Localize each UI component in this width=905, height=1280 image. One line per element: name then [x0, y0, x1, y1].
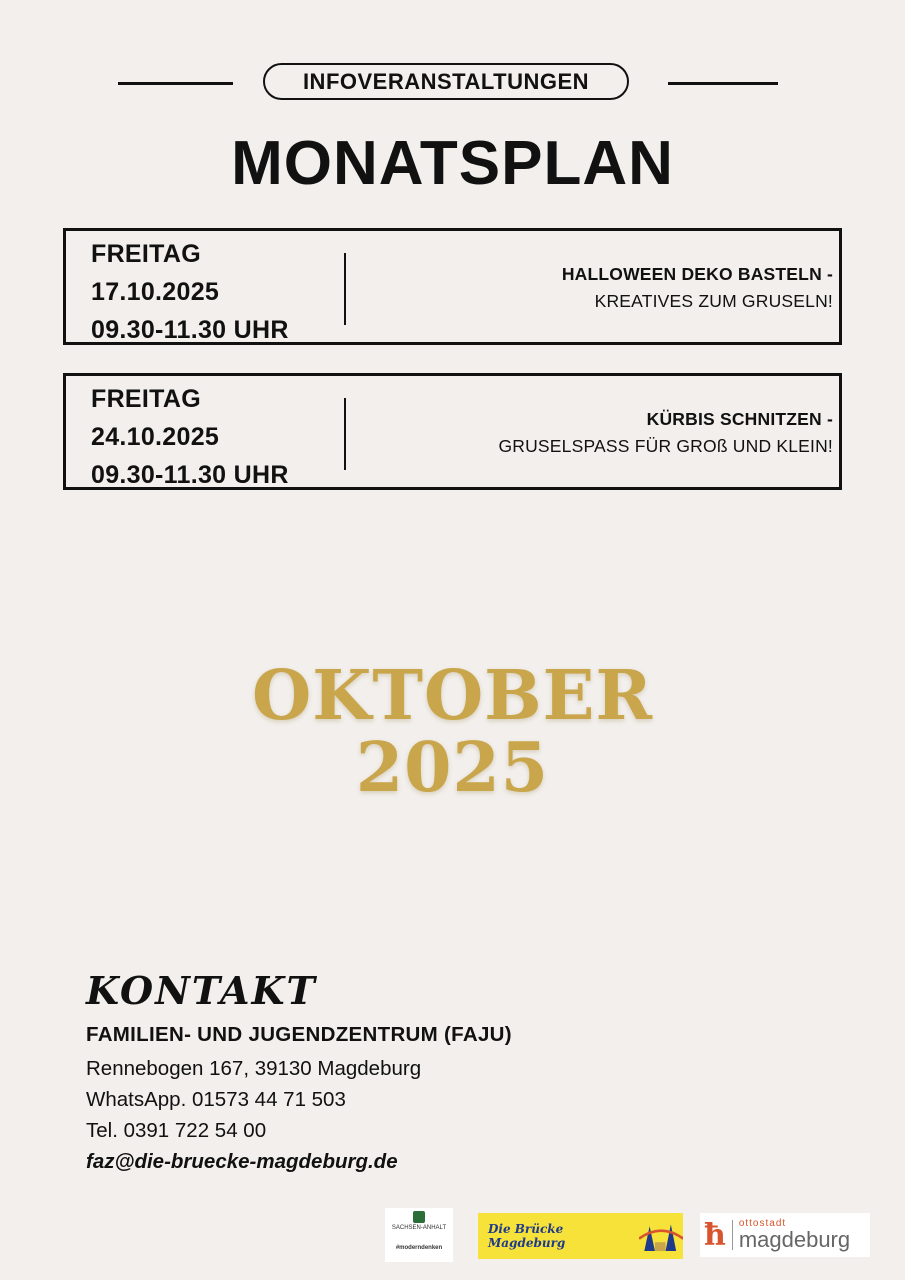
contact-email[interactable]: faz@die-bruecke-magdeburg.de — [86, 1150, 398, 1173]
contact-whatsapp: WhatsApp. 01573 44 71 503 — [86, 1088, 346, 1111]
magdeburg-logo — [700, 1213, 870, 1257]
event-title: HALLOWEEN DEKO BASTELN - — [561, 264, 833, 284]
contact-address: Rennebogen 167, 39130 Magdeburg — [86, 1057, 422, 1080]
event-title: KÜRBIS SCHNITZEN - — [646, 409, 833, 429]
event-datetime — [91, 235, 289, 349]
sachsen-anhalt-logo — [385, 1208, 453, 1262]
bridge-icon — [639, 1219, 683, 1253]
event-subtitle: KREATIVES ZUM GRUSELN! — [594, 291, 833, 311]
event-card — [63, 373, 842, 490]
event-day: FREITAG — [91, 385, 201, 413]
event-divider — [344, 253, 346, 325]
category-badge: INFOVERANSTALTUNGEN — [263, 63, 629, 100]
event-time: 09.30-11.30 UHR — [91, 461, 289, 489]
magdeburg-mark-icon: ħ — [704, 1217, 726, 1253]
magdeburg-small: ottostadt — [738, 1218, 787, 1229]
month-heading — [0, 656, 905, 808]
crest-icon — [413, 1211, 425, 1223]
contact-heading: KONTAKT — [86, 968, 317, 1013]
event-card — [63, 228, 842, 345]
contact-phone: Tel. 0391 722 54 00 — [86, 1119, 267, 1142]
event-description — [562, 261, 833, 315]
magdeburg-big: magdeburg — [738, 1227, 851, 1252]
logo-divider — [732, 1220, 733, 1250]
event-time: 09.30-11.30 UHR — [91, 316, 289, 344]
month-name: OKTOBER — [252, 656, 653, 736]
sachsen-anhalt-tag: #moderndenken — [395, 1245, 443, 1251]
bruecke-logo-text: Die Brücke Magdeburg — [488, 1222, 566, 1250]
event-day: FREITAG — [91, 240, 201, 268]
header-rule-right — [668, 82, 778, 85]
event-date: 17.10.2025 — [91, 278, 220, 306]
event-divider — [344, 398, 346, 470]
sachsen-anhalt-name: SACHSEN-ANHALT — [391, 1225, 447, 1231]
month-year: 2025 — [355, 728, 550, 808]
event-description — [498, 406, 833, 460]
event-datetime — [91, 380, 289, 494]
bruecke-logo — [478, 1213, 683, 1259]
magdeburg-wordmark — [739, 1219, 850, 1251]
contact-organization: FAMILIEN- UND JUGENDZENTRUM (FAJU) — [86, 1023, 512, 1046]
event-subtitle: GRUSELSPASS FÜR GROß UND KLEIN! — [498, 436, 833, 456]
contact-section — [86, 968, 512, 1177]
header-rule-left — [118, 82, 233, 85]
event-date: 24.10.2025 — [91, 423, 220, 451]
page-title: MONATSPLAN — [231, 129, 674, 198]
